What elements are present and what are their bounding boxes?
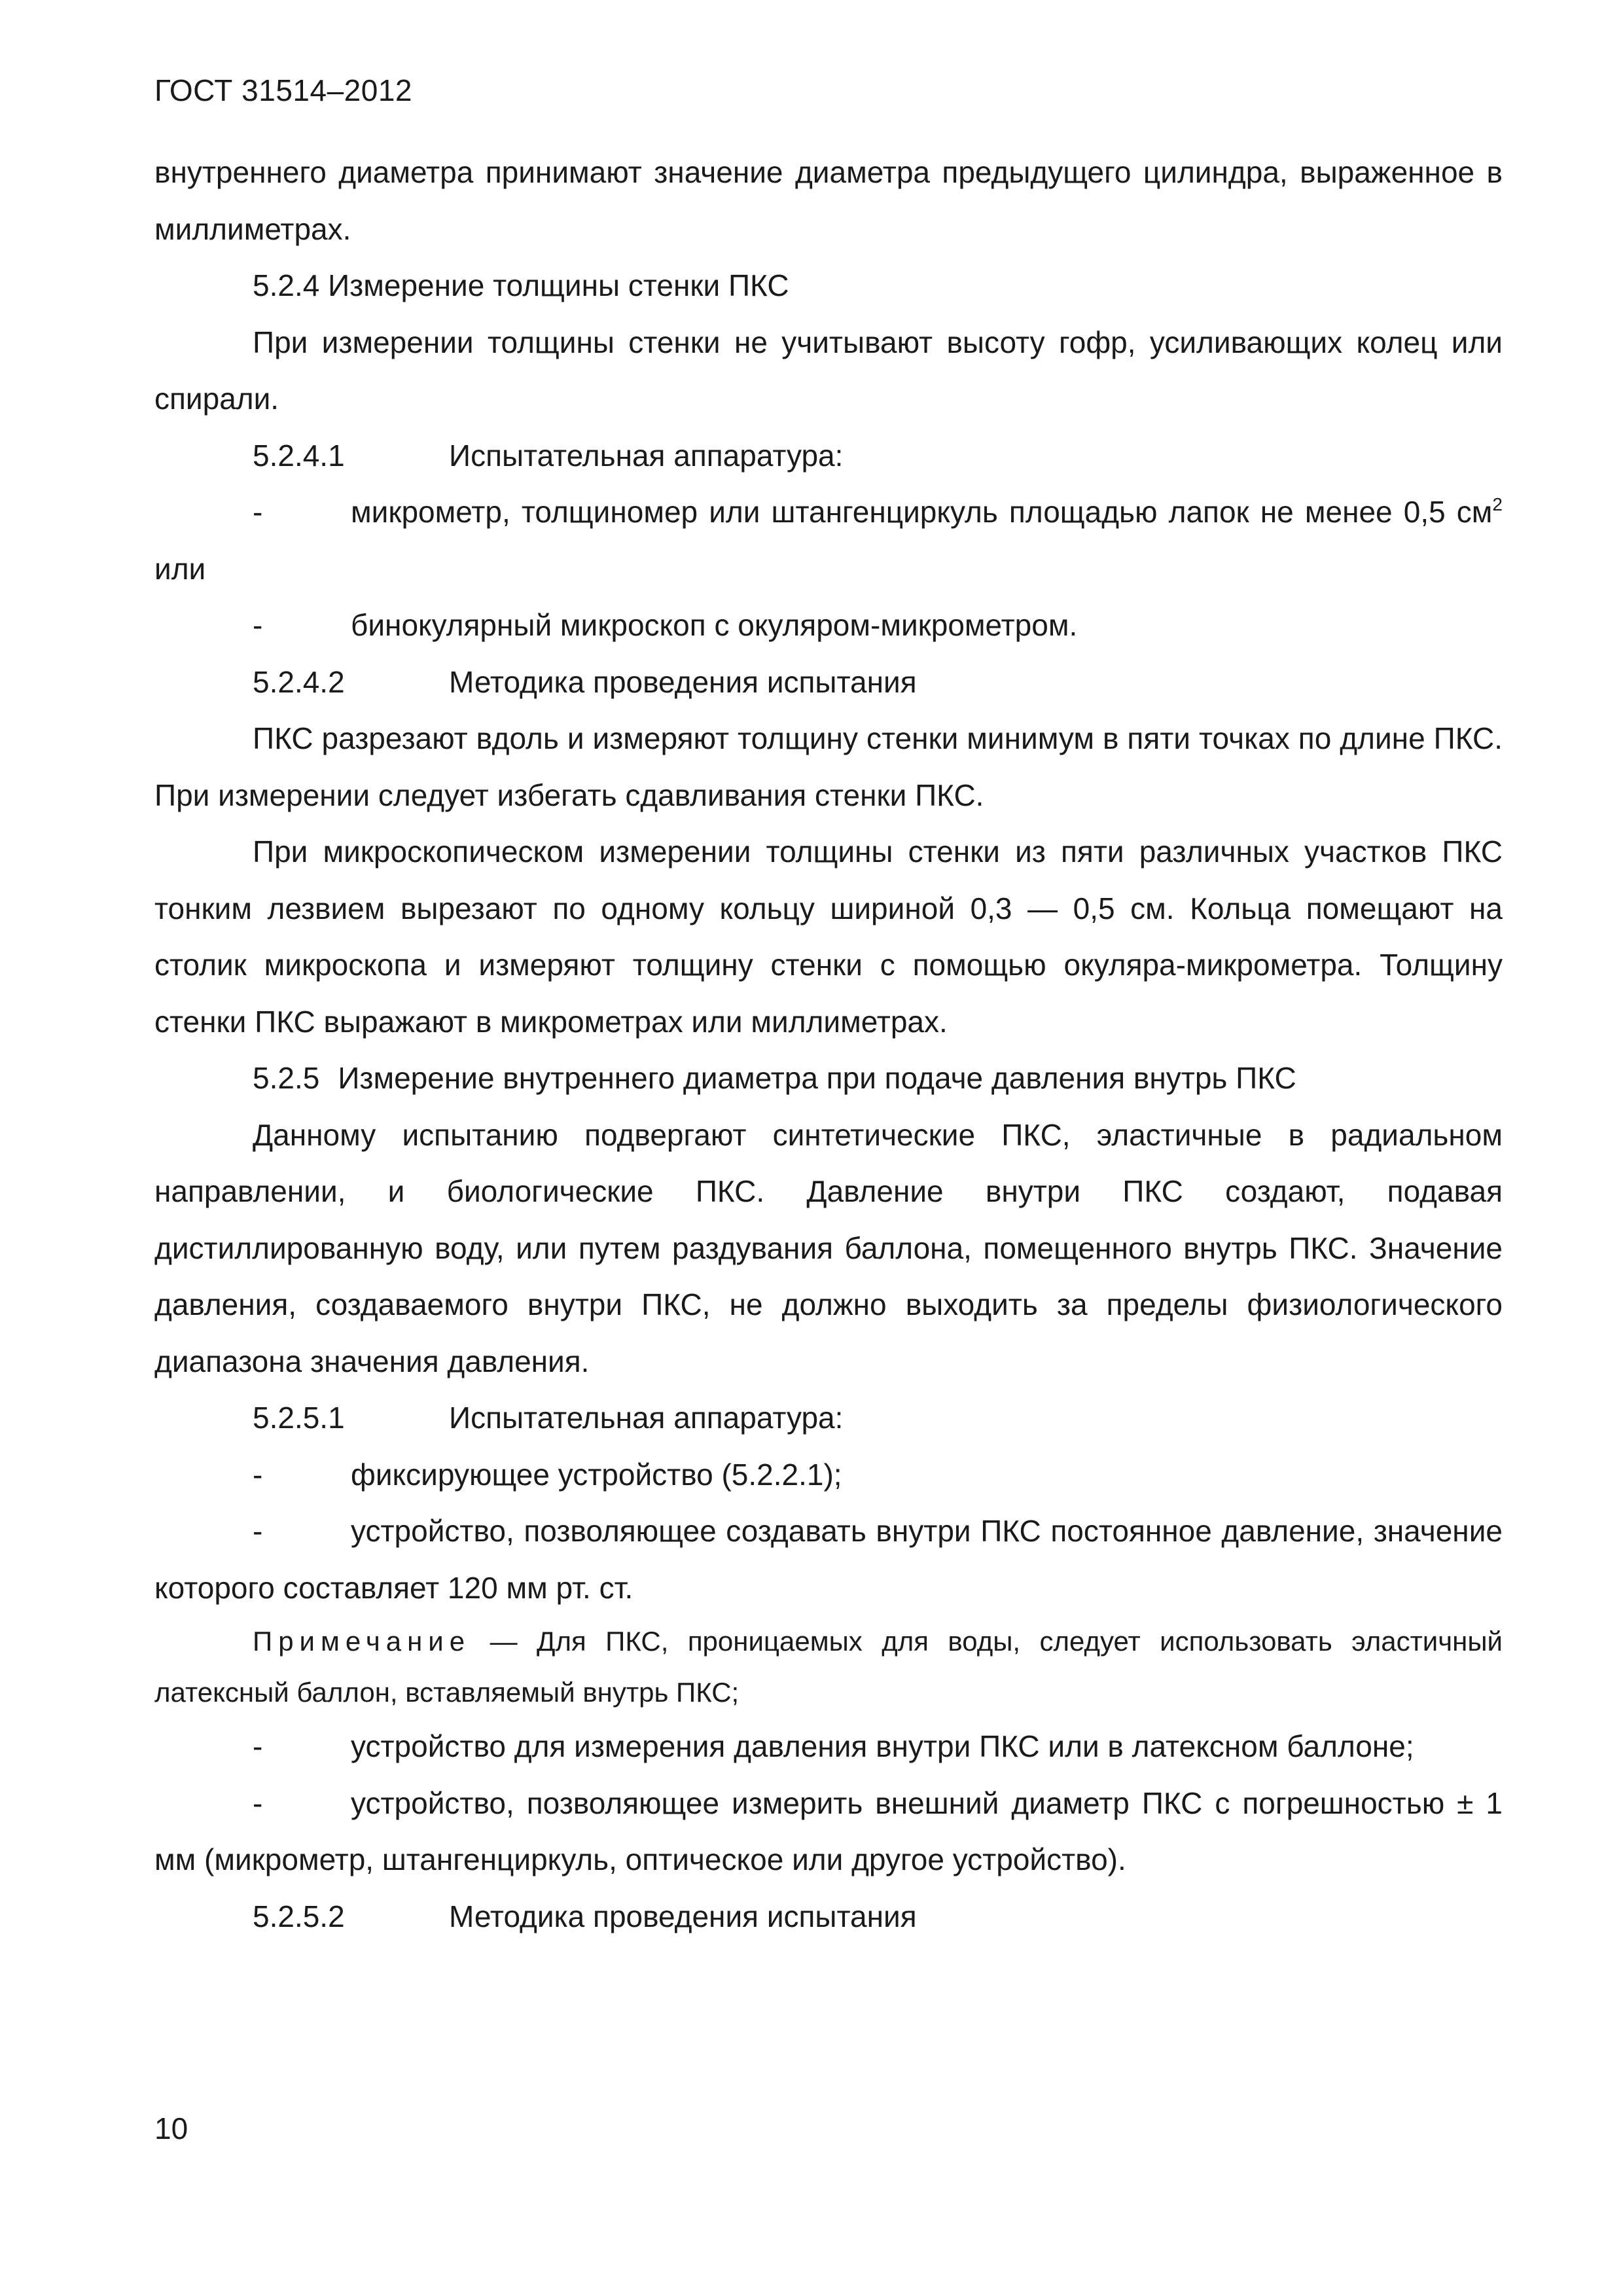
section-heading-5-2-4	[154, 257, 1503, 314]
list-item-text: устройство, позволяющее измерить внешний диаметр ПКС с погрешностью ± 1 мм (микрометр, штангенциркуль, оптическое или другое устройство).	[154, 1785, 1503, 1876]
document-body	[154, 144, 1503, 1945]
note	[154, 1616, 1503, 1718]
list-item	[154, 597, 1503, 654]
list-dash: -	[253, 1729, 263, 1763]
section-number: 5.2.4.1	[253, 438, 345, 473]
list-item	[154, 1718, 1503, 1775]
section-title: Измерение внутреннего диаметра при подаче давления внутрь ПКС	[338, 1061, 1296, 1095]
note-label: Примечание	[253, 1626, 471, 1657]
list-item-text: устройство для измерения давления внутри ПКС или в латексном баллоне;	[351, 1729, 1414, 1763]
list-dash: -	[253, 608, 263, 642]
list-item-text: устройство, позволяющее создавать внутри ПКС постоянное давление, значение которого составляет 120 мм рт. ст.	[154, 1514, 1503, 1605]
page-number: 10	[154, 2111, 188, 2145]
list-item-text: бинокулярный микроскоп с окуляром-микрометром.	[351, 608, 1078, 642]
section-heading-5-2-5	[154, 1050, 1503, 1107]
list-item-text: микрометр, толщиномер или штангенциркуль площадью лапок не менее 0,5 см	[351, 495, 1493, 529]
paragraph: При микроскопическом измерении толщины стенки из пяти различных участков ПКС тонким лезвием вырезают по одному кольцу шириной 0,3 — 0,5 см. Кольца помещают на столик микроскопа и измеряют толщину стенки с помощью окуляра-микрометра. Толщину стенки ПКС выражают в микрометрах или миллиметрах.	[154, 834, 1503, 1039]
list-item	[154, 1503, 1503, 1616]
paragraph: ПКС разрезают вдоль и измеряют толщину стенки минимум в пяти точках по длине ПКС. При измерении следует избегать сдавливания стенки ПКС.	[154, 721, 1503, 812]
list-dash: -	[253, 495, 263, 529]
list-item	[154, 1775, 1503, 1888]
list-dash: -	[253, 1785, 263, 1820]
superscript: 2	[1492, 494, 1503, 514]
section-number: 5.2.4.2	[253, 664, 345, 699]
section-heading-text: 5.2.4 Измерение толщины стенки ПКС	[253, 268, 789, 302]
section-title: Методика проведения испытания	[449, 664, 917, 699]
section-number: 5.2.5.2	[253, 1899, 345, 1933]
list-item-text-tail: или	[154, 551, 206, 586]
list-dash: -	[253, 1514, 263, 1548]
list-item	[154, 1446, 1503, 1503]
section-title: Испытательная аппаратура:	[449, 438, 844, 473]
section-heading-5-2-5-1	[154, 1390, 1503, 1446]
page-header-standard-code: ГОСТ 31514–2012	[154, 73, 413, 107]
section-title: Испытательная аппаратура:	[449, 1401, 844, 1435]
note-text: — Для ПКС, проницаемых для воды, следует использовать эластичный латексный баллон, вставляемый внутрь ПКС;	[154, 1626, 1503, 1708]
section-title: Методика проведения испытания	[449, 1899, 917, 1933]
list-item	[154, 484, 1503, 597]
paragraph-continuation: внутреннего диаметра принимают значение диаметра предыдущего цилиндра, выраженное в миллиметрах.	[154, 155, 1503, 246]
paragraph: Данному испытанию подвергают синтетические ПКС, эластичные в радиальном направлении, и биологические ПКС. Давление внутри ПКС создают, подавая дистиллированную воду, или путем раздувания баллона, помещенного внутрь ПКС. Значение давления, создаваемого внутри ПКС, не должно выходить за пределы физиологического диапазона значения давления.	[154, 1117, 1503, 1378]
list-dash: -	[253, 1457, 263, 1492]
section-number: 5.2.5	[253, 1061, 320, 1095]
section-heading-5-2-4-2	[154, 654, 1503, 711]
paragraph: При измерении толщины стенки не учитывают высоту гофр, усиливающих колец или спирали.	[154, 325, 1503, 416]
section-heading-5-2-4-1	[154, 427, 1503, 484]
section-heading-5-2-5-2	[154, 1888, 1503, 1945]
list-item-text: фиксирующее устройство (5.2.2.1);	[351, 1457, 842, 1492]
section-number: 5.2.5.1	[253, 1401, 345, 1435]
